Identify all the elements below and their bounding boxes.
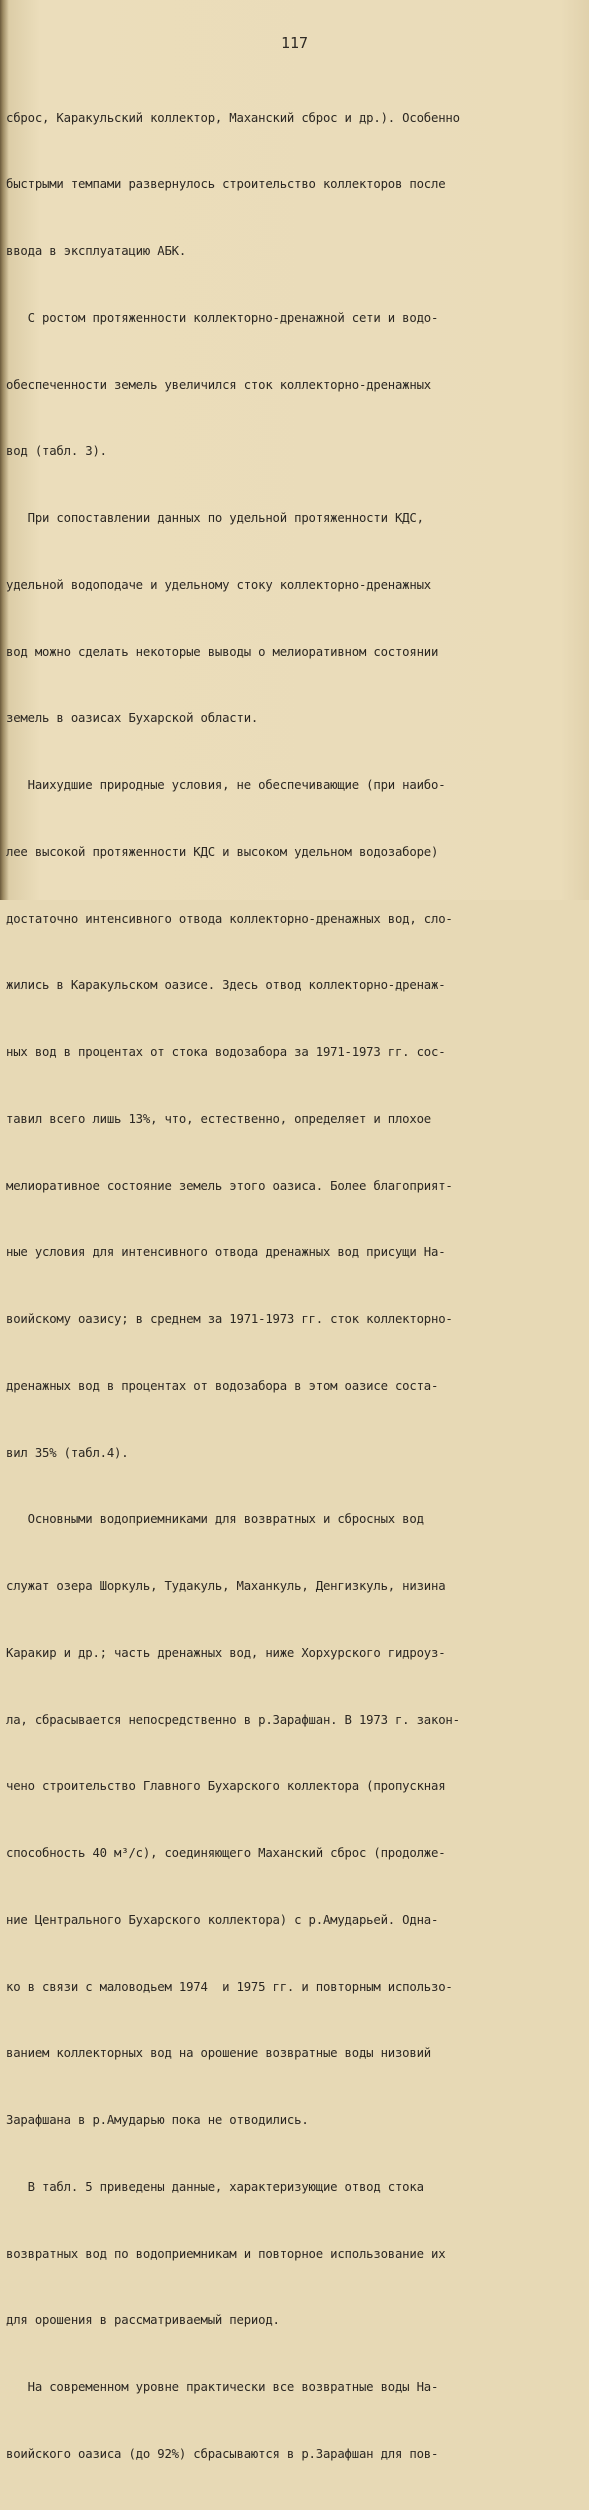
text-line: лее высокой протяженности КДС и высоком удельном водозаборе) <box>6 844 439 859</box>
text-line: достаточно интенсивного отвода коллекторно-дренажных вод, сло- <box>6 911 453 926</box>
text-line: вод (табл. 3). <box>6 444 107 459</box>
text-line: возвратных вод по водоприемникам и повторное использование их <box>6 2246 446 2261</box>
text-line: быстрыми темпами развернулось строительство коллекторов после <box>6 177 446 192</box>
text-line: удельной водоподаче и удельному стоку коллекторно-дренажных <box>6 577 431 592</box>
text-line: обеспеченности земель увеличился сток коллекторно-дренажных <box>6 377 431 392</box>
text-line: сброс, Каракульский коллектор, Маханский сброс и др.). Особенно <box>6 110 460 125</box>
text-line: ных вод в процентах от стока водозабора за 1971-1973 гг. сос- <box>6 1045 446 1059</box>
text-line: ла, сбрасывается непосредственно в р.Зарафшан. В 1973 г. закон- <box>6 1712 460 1727</box>
text-line: дренажных вод в процентах от водозабора в этом оазисе соста- <box>6 1378 439 1393</box>
text-line: мелиоративное состояние земель этого оазиса. Более благоприят- <box>6 1178 453 1193</box>
text-line: ные условия для интенсивного отвода дренажных вод присущи На- <box>6 1245 446 1260</box>
text-line: Наихудшие природные условия, не обеспечивающие (при наибо- <box>6 778 446 792</box>
text-line: воийского оазиса (до 92%) сбрасываются в р.Зарафшан для пов- <box>6 2446 439 2461</box>
text-line: воийскому оазису; в среднем за 1971-1973 гг. сток коллекторно- <box>6 1312 453 1326</box>
text-line: вил 35% (табл.4). <box>6 1445 129 1460</box>
text-line: ко в связи с маловодьем 1974 и 1975 гг. и повторным использо- <box>6 1979 453 1994</box>
text-line: С ростом протяженности коллекторно-дренажной сети и водо- <box>6 310 439 325</box>
text-line: способность 40 м³/с), соединяющего Маханский сброс (продолже- <box>6 1846 446 1860</box>
text-line: В табл. 5 приведены данные, характеризующие отвод стока <box>6 2179 424 2194</box>
text-line: При сопоставлении данных по удельной протяженности КДС, <box>6 511 424 525</box>
text-line: тавил всего лишь 13%, что, естественно, определяет и плохое <box>6 1111 431 1126</box>
text-line: земель в оазисах Бухарской области. <box>6 711 259 726</box>
text-line: Каракир и др.; часть дренажных вод, ниже Хорхурского гидроуз- <box>6 1645 446 1660</box>
text-line: ние Центрального Бухарского коллектора) с р.Амударьей. Одна- <box>6 1912 439 1927</box>
text-line: служат озера Шоркуль, Тудакуль, Маханкуль, Денгизкуль, низина <box>6 1579 446 1593</box>
text-line: чено строительство Главного Бухарского коллектора (пропускная <box>6 1779 446 1794</box>
text-line: для орошения в рассматриваемый период. <box>6 2313 280 2328</box>
text-line: Основными водоприемниками для возвратных и сбросных вод <box>6 1512 424 1527</box>
text-line: На современном уровне практически все возвратные воды На- <box>6 2380 439 2394</box>
text-line: вод можно сделать некоторые выводы о мелиоративном состоянии <box>6 644 439 659</box>
page-number: 117 <box>280 34 309 52</box>
text-line: Зарафшана в р.Амударью пока не отводились. <box>6 2113 309 2127</box>
body-text <box>6 62 581 2510</box>
text-line: ванием коллекторных вод на орошение возвратные воды низовий <box>6 2046 431 2061</box>
text-line: жились в Каракульском оазисе. Здесь отвод коллекторно-дренаж- <box>6 978 446 993</box>
text-line: ввода в эксплуатацию АБК. <box>6 244 187 258</box>
